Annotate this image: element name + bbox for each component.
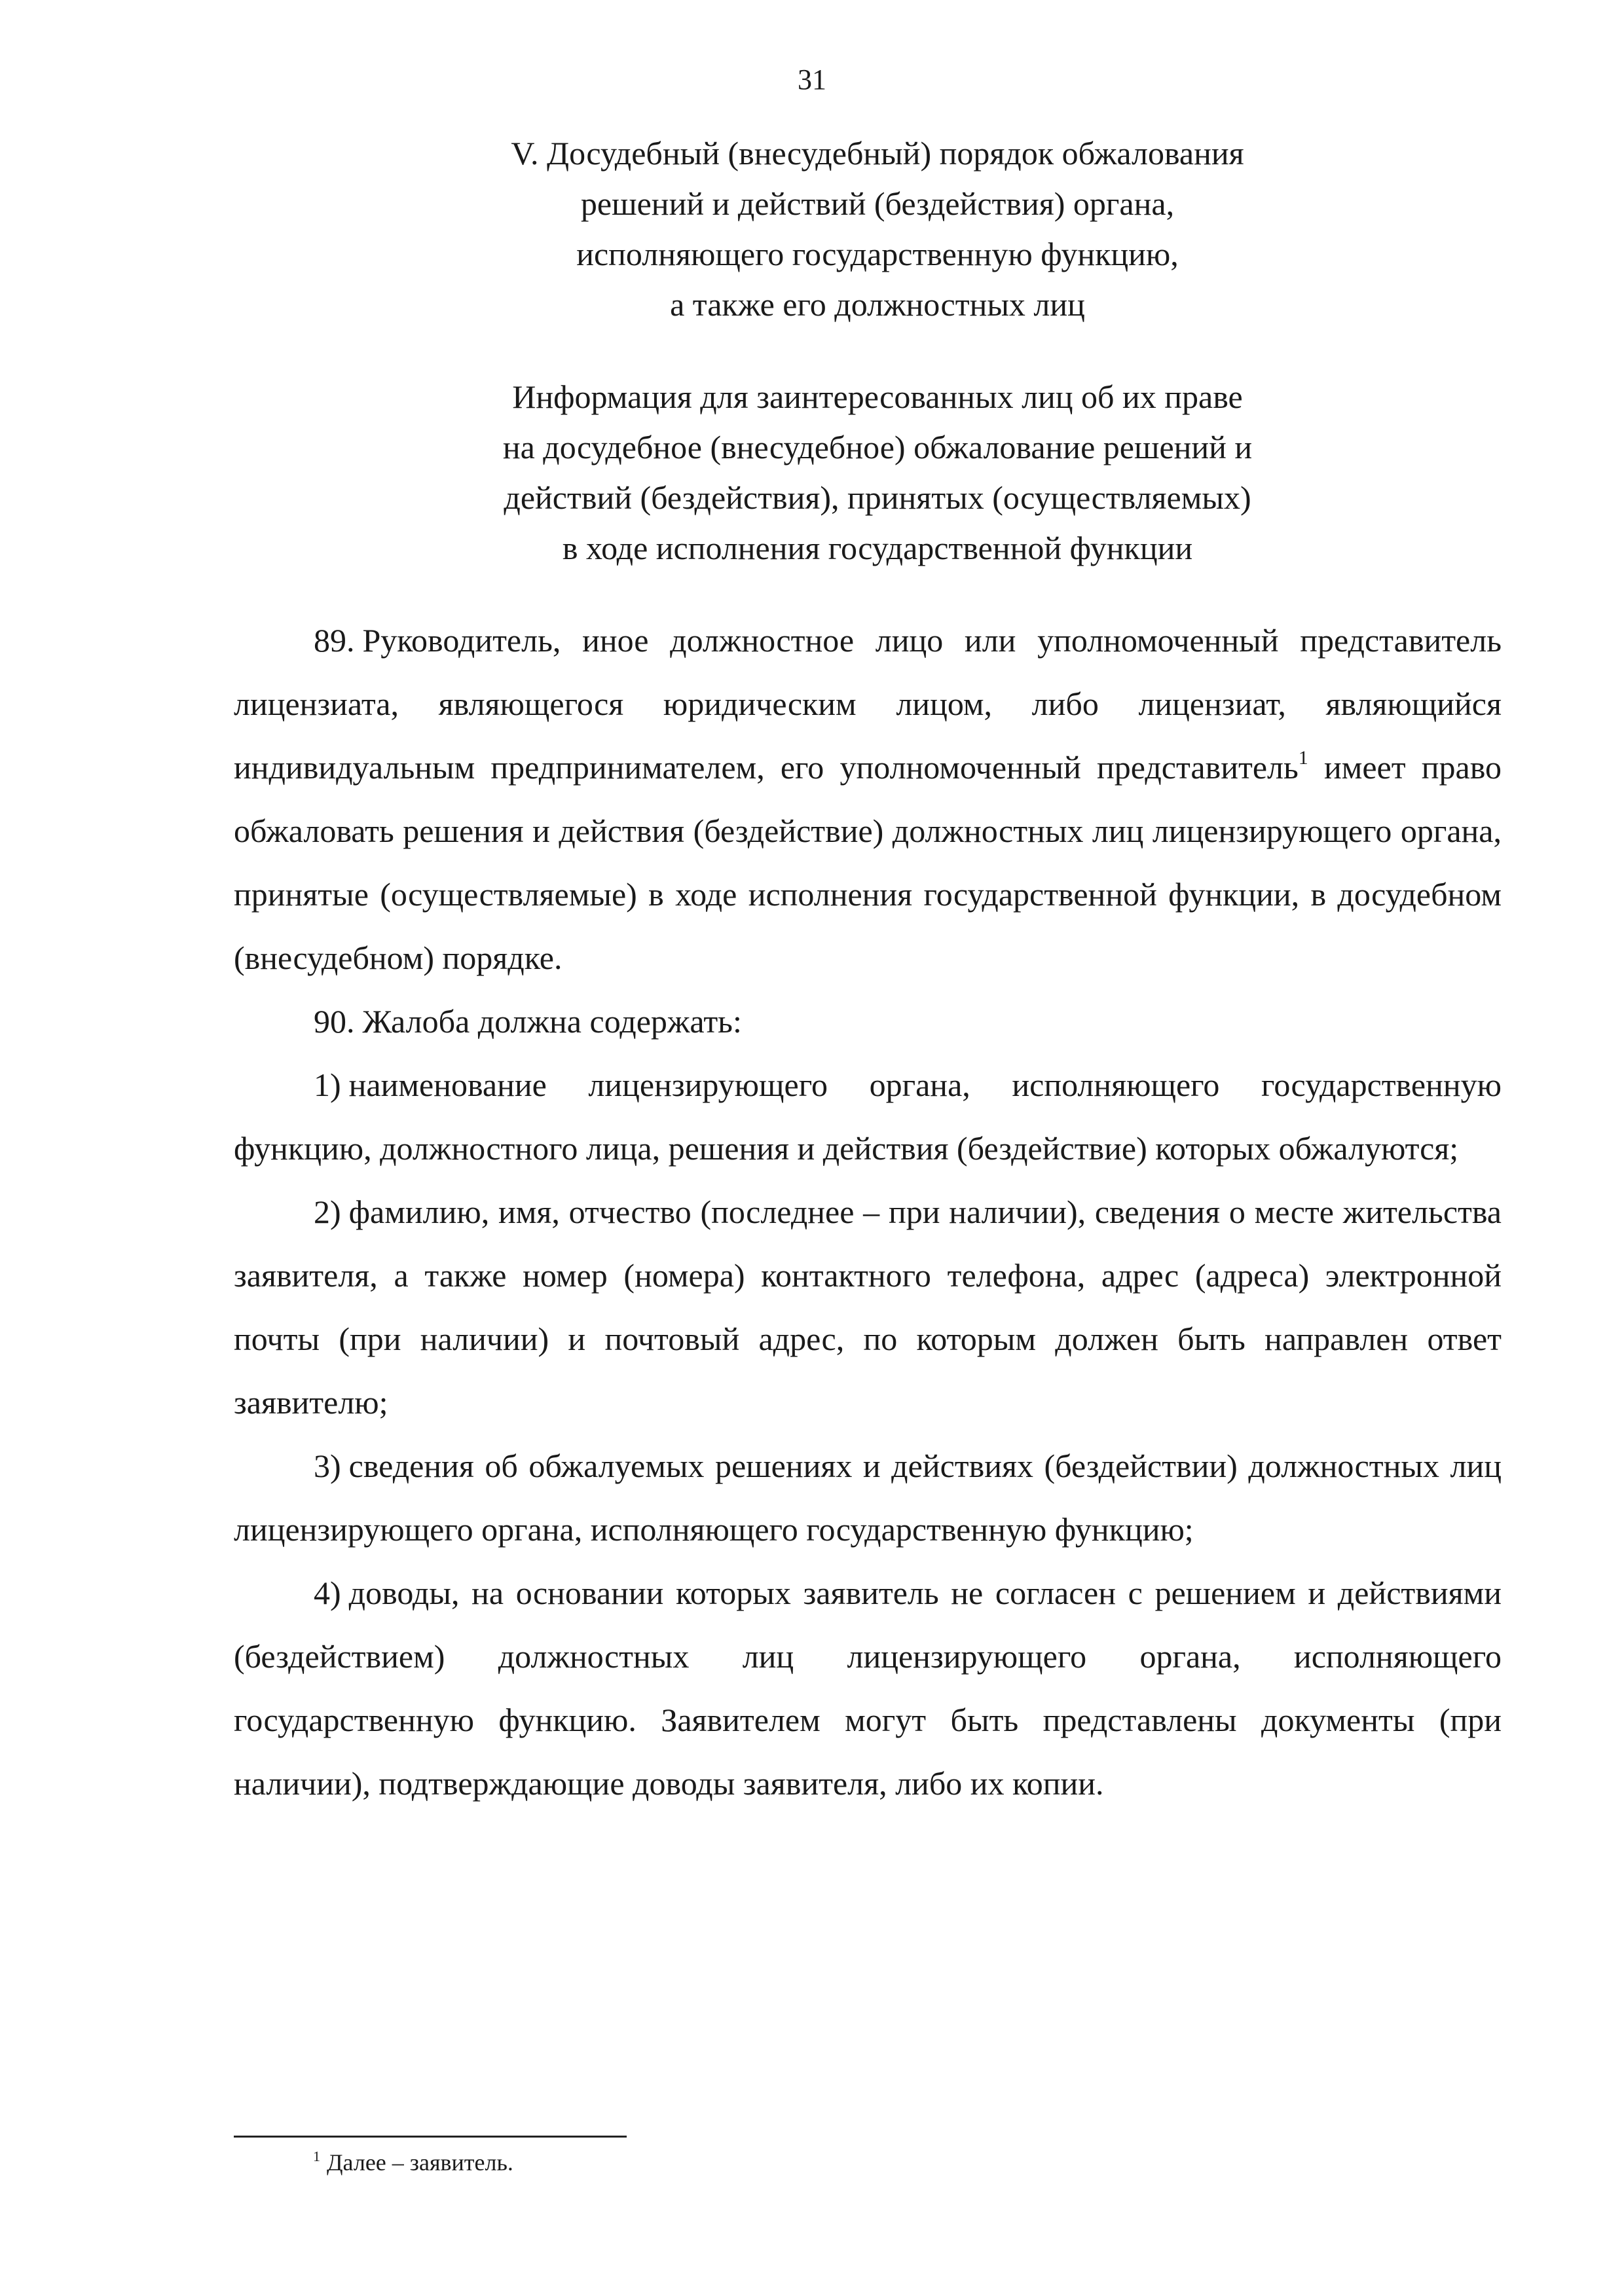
list-item	[234, 1561, 1502, 1815]
subheading-line: действий (бездействия), принятых (осуществляемых)	[504, 479, 1251, 516]
footnote-marker: 1	[313, 2148, 320, 2164]
list-item-text: доводы, на основании которых заявитель не согласен с решением и действиями (бездействием) должностных лиц лицензирующего органа, исполняющего государственную функцию. Заявителем могут быть представлены документы (при наличии), подтверждающие доводы заявителя, либо их копии.	[234, 1575, 1502, 1802]
document-body	[234, 609, 1502, 1815]
footnote-text: Далее – заявитель.	[327, 2149, 513, 2176]
section-heading	[367, 128, 1388, 330]
section-heading-line: V. Досудебный (внесудебный) порядок обжалования	[511, 135, 1244, 172]
paragraph-number: 89.	[314, 622, 355, 659]
subheading-line: на досудебное (внесудебное) обжалование решений и	[502, 429, 1253, 465]
subheading-line: в ходе исполнения государственной функции	[562, 530, 1193, 566]
section-heading-line: а также его должностных лиц	[670, 286, 1085, 323]
list-item	[234, 1180, 1502, 1434]
list-item-number: 2)	[314, 1194, 341, 1230]
list-item	[234, 1434, 1502, 1561]
paragraph-number: 90.	[314, 1003, 355, 1040]
section-heading-line: решений и действий (бездействия) органа,	[580, 185, 1175, 222]
subheading-line: Информация для заинтересованных лиц об их праве	[512, 378, 1243, 415]
paragraph-text: Жалоба должна содержать:	[362, 1003, 742, 1040]
section-heading-line: исполняющего государственную функцию,	[576, 236, 1179, 272]
paragraph-text: имеет право обжаловать решения и действия (бездействие) должностных лиц лицензирующего органа, принятые (осуществляемые) в ходе исполнения государственной функции, в досудебном (внесудебном) порядке.	[234, 749, 1502, 976]
footnote-reference: 1	[1298, 747, 1308, 769]
paragraph-89	[234, 609, 1502, 990]
footnote-divider	[234, 2136, 627, 2138]
list-item-text: наименование лицензирующего органа, исполняющего государственную функцию, должностного лица, решения и действия (бездействие) которых обжалуются;	[234, 1066, 1502, 1167]
page-number: 31	[798, 64, 826, 96]
list-item-number: 4)	[314, 1575, 341, 1611]
list-item-number: 3)	[314, 1448, 341, 1484]
footnote	[313, 2143, 513, 2182]
paragraph-text: Руководитель, иное должностное лицо или уполномоченный представитель лицензиата, являющегося юридическим лицом, либо лицензиат, являющийся индивидуальным предпринимателем, его уполномоченный представитель	[234, 622, 1502, 786]
list-item-text: сведения об обжалуемых решениях и действиях (бездействии) должностных лиц лицензирующего органа, исполняющего государственную функцию;	[234, 1448, 1502, 1548]
subheading	[367, 372, 1388, 574]
list-item-text: фамилию, имя, отчество (последнее – при наличии), сведения о месте жительства заявителя, а также номер (номера) контактного телефона, адрес (адреса) электронной почты (при наличии) и почтовый адрес, по которым должен быть направлен ответ заявителю;	[234, 1194, 1502, 1421]
list-item-number: 1)	[314, 1066, 341, 1103]
paragraph-90	[234, 990, 1502, 1053]
list-item	[234, 1053, 1502, 1180]
